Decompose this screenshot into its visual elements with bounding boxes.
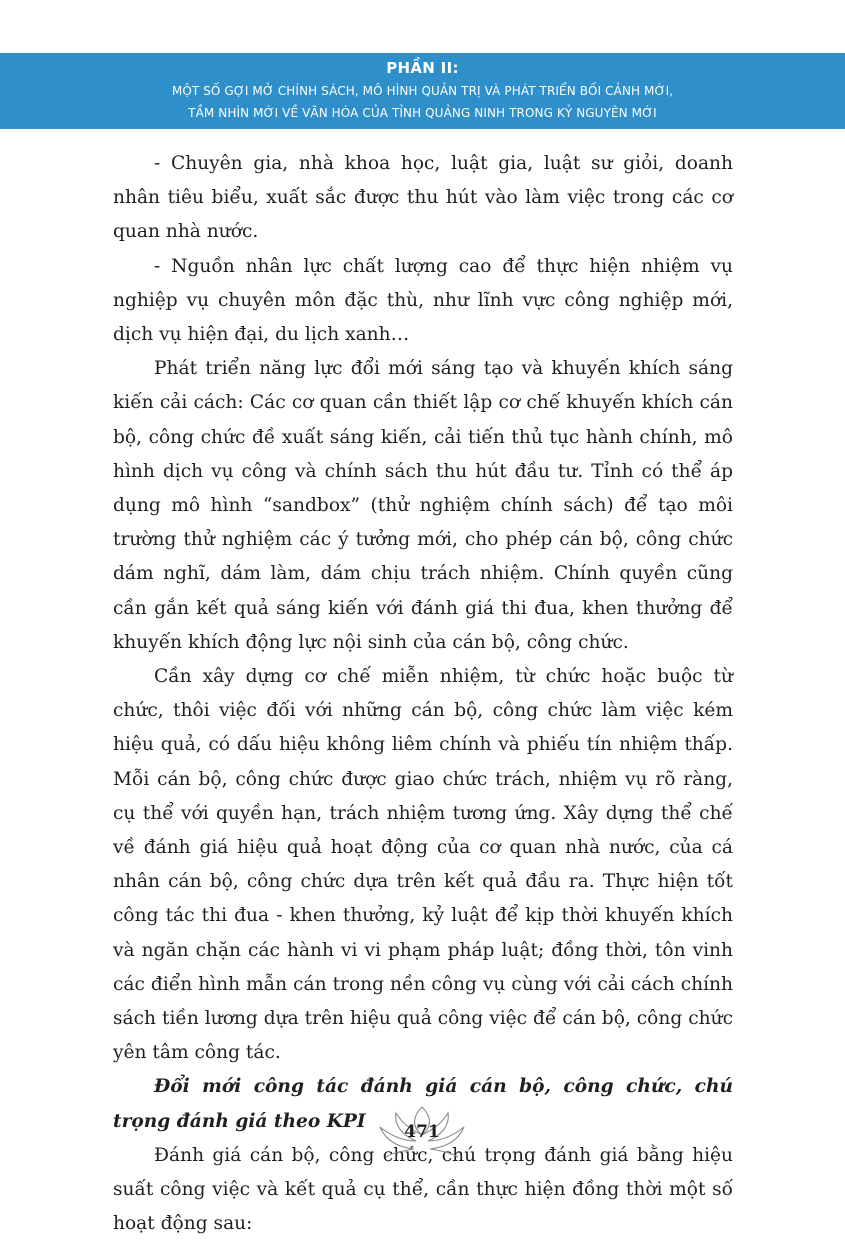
paragraph-2: - Nguồn nhân lực chất lượng cao để thực hiện nhiệm vụ nghiệp vụ chuyên môn đặc thù, như lĩnh vực công nghiệp mới, dịch vụ hiện đại, du lịch xanh… <box>113 255 733 346</box>
paragraph-3: Phát triển năng lực đổi mới sáng tạo và khuyến khích sáng kiến cải cách: Các cơ quan cần thiết lập cơ chế khuyến khích cán bộ, công chức đề xuất sáng kiến, cải tiến thủ tục hành chính, mô hình dịch vụ công và chính sách thu hút đầu tư. Tỉnh có thể áp dụng mô hình “sandbox” (thử nghiệm chính sách) để tạo môi trường thử nghiệm các ý tưởng mới, cho phép cán bộ, công chức dám nghĩ, dám làm, dám chịu trách nhiệm. Chính quyền cũng cần gắn kết quả sáng kiến với đánh giá thi đua, khen thưởng để khuyến khích động lực nội sinh của cán bộ, công chức. <box>113 358 733 653</box>
page-footer <box>372 1103 472 1163</box>
paragraph-1: - Chuyên gia, nhà khoa học, luật gia, luật sư giỏi, doanh nhân tiêu biểu, xuất sắc được thu hút vào làm việc trong các cơ quan nhà nước. <box>113 153 733 243</box>
paragraph-4: Cần xây dựng cơ chế miễn nhiệm, từ chức hoặc buộc từ chức, thôi việc đối với những cán bộ, công chức làm việc kém hiệu quả, có dấu hiệu không liêm chính và phiếu tín nhiệm thấp. Mỗi cán bộ, công chức được giao chức trách, nhiệm vụ rõ ràng, cụ thể với quyền hạn, trách nhiệm tương ứng. Xây dựng thể chế về đánh giá hiệu quả hoạt động của cơ quan nhà nước, của cá nhân cán bộ, công chức dựa trên kết quả đầu ra. Thực hiện tốt công tác thi đua - khen thưởng, kỷ luật để kịp thời khuyến khích và ngăn chặn các hành vi vi phạm pháp luật; đồng thời, tôn vinh các điển hình mẫn cán trong nền công vụ cùng với cải cách chính sách tiền lương dựa trên hiệu quả công việc để cán bộ, công chức yên tâm công tác. <box>113 666 733 1064</box>
part-label: PHẦN II: <box>386 59 459 77</box>
body-text <box>113 147 733 1242</box>
page-number: 471 <box>404 1122 440 1142</box>
chapter-header-band <box>0 53 845 129</box>
chapter-subtitle-line-2: TẦM NHÌN MỚI VỀ VĂN HÓA CỦA TỈNH QUẢNG NINH TRONG KỶ NGUYÊN MỚI <box>188 106 657 120</box>
section-heading: Đổi mới công tác đánh giá cán bộ, công chức, chú trọng đánh giá theo KPI <box>113 1076 733 1132</box>
chapter-subtitle-line-1: MỘT SỐ GỢI MỞ CHÍNH SÁCH, MÔ HÌNH QUẢN TRỊ VÀ PHÁT TRIỂN BỐI CẢNH MỚI, <box>171 84 674 98</box>
closing-paragraph: Đánh giá cán bộ, công chức, chú trọng đánh giá bằng hiệu suất công việc và kết quả cụ thể, cần thực hiện đồng thời một số hoạt động sau: <box>113 1144 733 1235</box>
